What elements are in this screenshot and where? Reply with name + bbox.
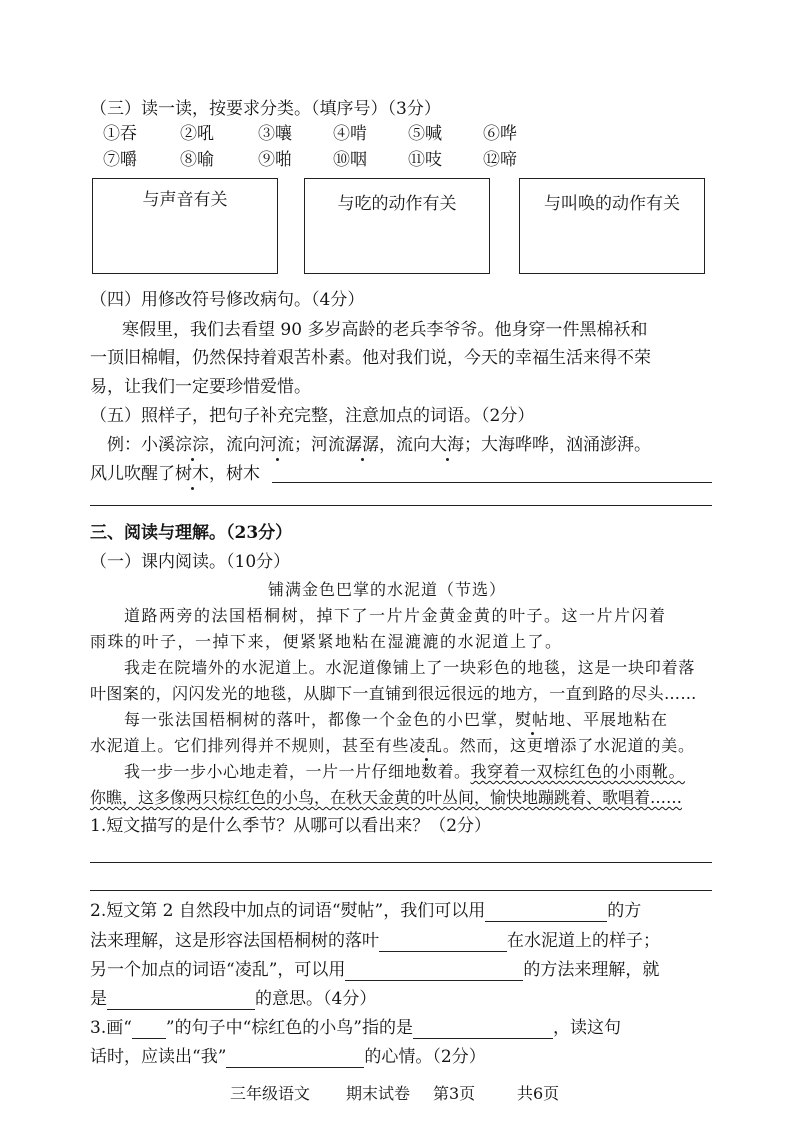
char-item: ①吞 [103, 124, 137, 144]
char-item: ④啃 [333, 124, 367, 144]
dotted-word: 河流 [260, 435, 294, 455]
answer-blank[interactable] [345, 962, 523, 981]
question-text: ，读这句 [553, 1018, 621, 1038]
footer-page: 第3页 [433, 1084, 476, 1103]
example-text: ，流向 [379, 435, 430, 455]
question-text: 在水泥道上的样子； [507, 931, 660, 951]
passage-title: 铺满金色巴掌的水泥道（节选） [268, 580, 507, 599]
question-3-line [90, 1046, 486, 1068]
char-item: ⑥哗 [483, 124, 517, 144]
question-text: 法来理解，这是形容法国梧桐树的落叶 [90, 931, 379, 951]
answer-line[interactable] [90, 890, 712, 891]
dotted-word: 大海 [430, 435, 464, 455]
passage-line [124, 761, 685, 783]
underline-sample [132, 1024, 166, 1039]
question-2-line [90, 900, 641, 922]
question-3-line [90, 1017, 621, 1039]
fill-text: 风儿吹醒了 [90, 464, 175, 484]
char-item: ⑨啪 [258, 150, 292, 170]
sick-sentence-line: 易，让我们一定要珍惜爱惜。 [90, 377, 311, 397]
answer-box-sound[interactable] [92, 178, 278, 274]
question-text: 的方 [607, 901, 642, 921]
passage-line: 雨珠的叶子，一掉下来，便紧紧地粘在湿漉漉的水泥道上了。 [90, 632, 563, 651]
question-text: 是 [90, 989, 107, 1009]
section-divider [90, 505, 712, 506]
answer-box-calling[interactable] [519, 178, 705, 274]
char-item: ⑪吱 [408, 150, 442, 170]
char-item: ⑧喻 [180, 150, 214, 170]
passage-text: 我一步一步小心地走着，一片一片仔细地数着。 [124, 762, 471, 781]
question-2-line [90, 959, 659, 981]
answer-box-label: 与吃的动作有关 [337, 194, 457, 214]
example-text: ，流向 [209, 435, 260, 455]
passage-line [124, 709, 668, 731]
question-text: 的心情。（2分） [364, 1047, 486, 1067]
char-item: ⑤喊 [408, 124, 442, 144]
answer-line[interactable] [90, 862, 712, 863]
passage-line: 道路两旁的法国梧桐树，掉下了一片片金黄金黄的叶子。这一片片闪着 [124, 606, 667, 625]
marked-sentence: 我穿着一双棕红色的小雨靴。 [470, 762, 686, 781]
question-text: 的方法来理解，就 [523, 960, 660, 980]
char-item: ②吼 [180, 124, 214, 144]
passage-line [90, 735, 695, 757]
dotted-word: 淙淙 [175, 435, 209, 455]
section4-heading: （四）用修改符号修改病句。（4分） [90, 290, 365, 310]
answer-box-eating[interactable] [304, 178, 490, 274]
passage-text: 每一张法国梧桐树的落叶，都像一个金色的小巴掌， [124, 710, 516, 729]
passage-text: 。然而，这更增添了水泥道的美。 [442, 736, 695, 755]
fill-text: ，树木 [209, 464, 260, 484]
dotted-word: 凌乱 [409, 736, 443, 755]
fill-sentence [90, 463, 260, 485]
example-text: ；河流 [294, 435, 345, 455]
dotted-word: 树木 [175, 464, 209, 484]
sick-sentence-line: 一顶旧棉帽，仍然保持着艰苦朴素。他对我们说，今天的幸福生活来得不荣 [90, 348, 651, 368]
answer-blank[interactable] [413, 1020, 553, 1039]
answer-blank[interactable] [379, 933, 507, 952]
answer-blank[interactable] [226, 1049, 364, 1068]
passage-line: 叶图案的，闪闪发光的地毯，从脚下一直铺到很远很远的地方，一直到路的尽头…… [90, 684, 697, 703]
char-item: ③嚷 [258, 124, 292, 144]
answer-line[interactable] [272, 482, 712, 483]
question-text: 另一个加点的词语“凌乱”，可以用 [90, 960, 346, 980]
footer-exam: 期末试卷 [346, 1084, 411, 1103]
answer-blank[interactable] [107, 991, 255, 1010]
question-2-line [90, 930, 660, 952]
passage-text: 水泥道上。它们排列得并不规则，甚至有些 [90, 736, 410, 755]
question-text: 3.画“ [90, 1018, 132, 1038]
question-text: 2.短文第 2 自然段中加点的词语“熨帖”，我们可以用 [90, 901, 486, 921]
section3-heading: （三）读一读，按要求分类。（填序号）（3分） [90, 99, 441, 119]
question-text: 的意思。（4分） [255, 989, 377, 1009]
example-text: 例：小溪 [107, 435, 175, 455]
footer-total: 共6页 [517, 1084, 560, 1103]
answer-blank[interactable] [485, 903, 607, 922]
passage-line: 我走在院墙外的水泥道上。水泥道像铺上了一块彩色的地毯，这是一块印着落 [124, 658, 696, 677]
part3-heading: 三、阅读与理解。（23分） [90, 523, 293, 543]
dotted-word: 熨帖 [515, 710, 550, 729]
question-text: 话时，应读出“我” [90, 1047, 227, 1067]
example-sentence [107, 434, 651, 456]
sick-sentence-line: 寒假里，我们去看望 90 多岁高龄的老兵李爷爷。他身穿一件黑棉袄和 [122, 320, 648, 340]
answer-box-label: 与叫唤的动作有关 [544, 194, 680, 214]
marked-sentence: 你瞧，这多像两只棕红色的小鸟，在秋天金黄的叶丛间，愉快地蹦跳着、歌唱着…… [90, 788, 683, 807]
char-item: ⑦嚼 [103, 150, 137, 170]
question-1: 1.短文描写的是什么季节？从哪可以看出来？（2分） [90, 816, 492, 836]
example-text: ；大海哗哗，汹涌澎湃。 [464, 435, 651, 455]
dotted-word: 潺潺 [345, 435, 379, 455]
char-item: ⑫啼 [483, 150, 517, 170]
answer-box-label: 与声音有关 [142, 190, 228, 210]
part3-subheading: （一）课内阅读。（10分） [90, 552, 291, 572]
passage-text: 地、平展地粘在 [549, 710, 669, 729]
question-2-line [90, 988, 376, 1010]
question-text: ”的句子中“棕红色的小鸟”指的是 [165, 1018, 413, 1038]
char-item: ⑩咽 [333, 150, 367, 170]
footer-subject: 三年级语文 [230, 1084, 311, 1103]
section5-heading: （五）照样子，把句子补充完整，注意加点的词语。（2分） [90, 406, 535, 426]
